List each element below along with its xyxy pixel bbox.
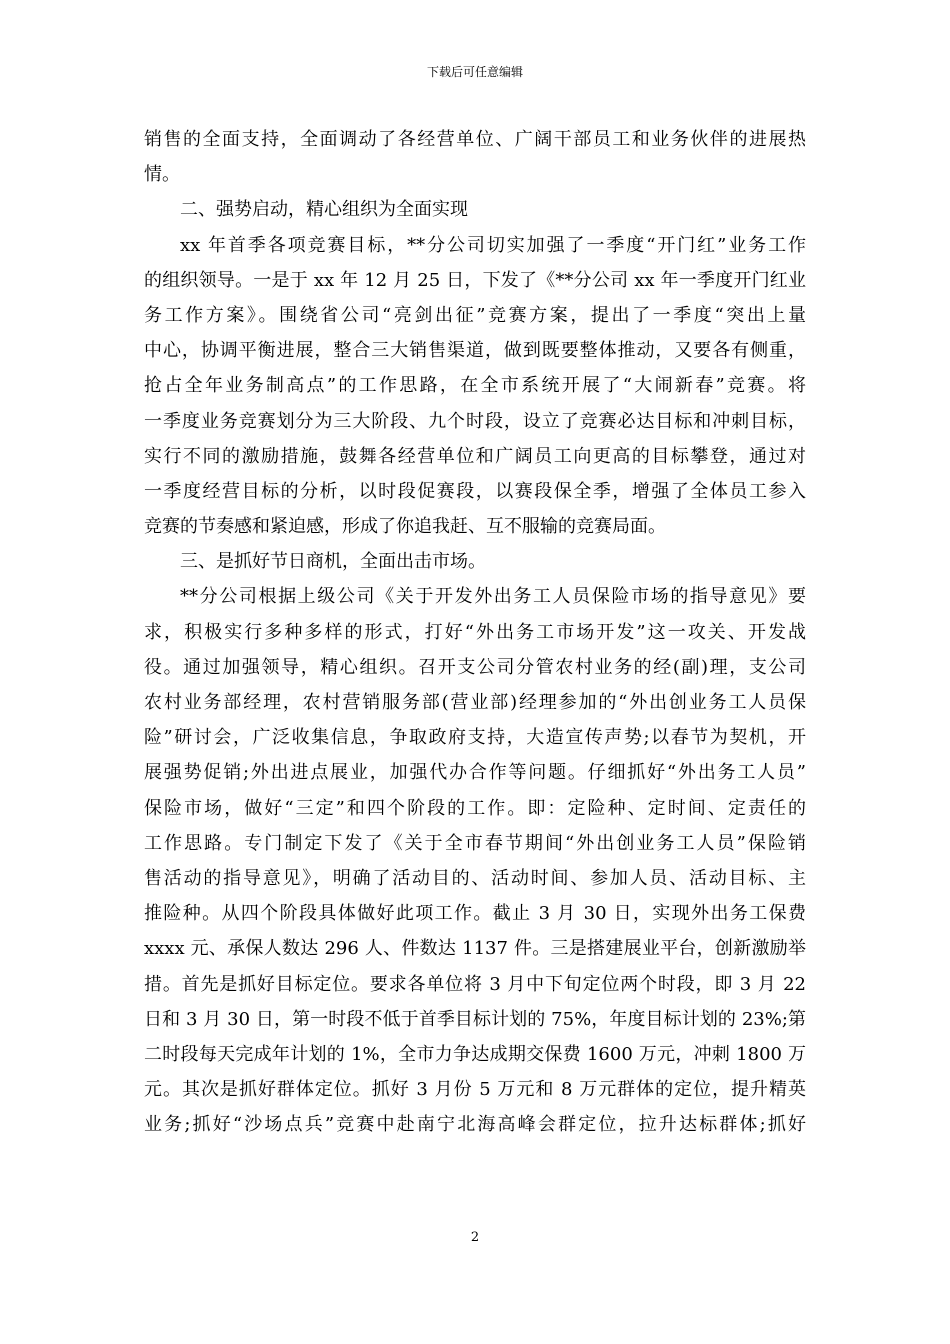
body-line: 元。其次是抓好群体定位。抓好 3 月份 5 万元和 8 万元群体的定位，提升精英 (144, 1079, 806, 1101)
body-line: 二时段每天完成年计划的 1%，全市力争达成期交保费 1600 万元，冲刺 1800 万 (144, 1043, 806, 1065)
body-line: 推险种。从四个阶段具体做好此项工作。截止 3 月 30 日，实现外出务工保费 (144, 903, 806, 925)
body-line: 情。 (144, 164, 180, 186)
body-line: xxxx 元、承保人数达 296 人、件数达 1137 件。三是搭建展业平台，创新激励举 (144, 938, 806, 960)
body-line: 售活动的指导意见》，明确了活动目的、活动时间、参加人员、活动目标、主 (144, 867, 806, 889)
body-line: 务工作方案》。围绕省公司“亮剑出征”竞赛方案，提出了一季度“突出上量 (144, 304, 806, 326)
body-line: 一季度业务竞赛划分为三大阶段、九个时段，设立了竞赛必达目标和冲刺目标， (144, 410, 806, 432)
body-line: 险”研讨会，广泛收集信息，争取政府支持，大造宣传声势;以春节为契机，开 (144, 727, 806, 749)
body-line: 实行不同的激励措施，鼓舞各经营单位和广阔员工向更高的目标攀登，通过对 (144, 445, 806, 467)
body-line: xx 年首季各项竞赛目标，**分公司切实加强了一季度“开门红”业务工作 (180, 234, 806, 256)
section-heading: 三、是抓好节日商机，全面出击市场。 (180, 551, 486, 573)
page-number: 2 (470, 1230, 480, 1245)
body-line: 展强势促销;外出进点展业，加强代办合作等问题。仔细抓好“外出务工人员” (144, 762, 806, 784)
body-line: 销售的全面支持，全面调动了各经营单位、广阔干部员工和业务伙伴的进展热 (144, 129, 806, 150)
body-line: 措。首先是抓好目标定位。要求各单位将 3 月中下旬定位两个时段，即 3 月 22 (144, 973, 806, 995)
body-line: 役。通过加强领导，精心组织。召开支公司分管农村业务的经(副)理，支公司 (144, 656, 806, 678)
body-line: **分公司根据上级公司《关于开发外出务工人员保险市场的指导意见》要 (180, 586, 806, 608)
body-line: 求，积极实行多种多样的形式，打好“外出务工市场开发”这一攻关、开发战 (144, 621, 806, 643)
body-line: 工作思路。专门制定下发了《关于全市春节期间“外出创业务工人员”保险销 (144, 832, 806, 854)
section-heading: 二、强势启动，精心组织为全面实现 (180, 199, 468, 221)
body-line: 抢占全年业务制高点”的工作思路，在全市系统开展了“大闹新春”竞赛。将 (144, 375, 806, 397)
body-line: 的组织领导。一是于 xx 年 12 月 25 日，下发了《**分公司 xx 年一季度开门红业 (144, 269, 806, 291)
page-header: 下载后可任意编辑 (426, 65, 523, 79)
body-line: 保险市场，做好“三定”和四个阶段的工作。即：定险种、定时间、定责任的 (144, 797, 806, 819)
body-line: 中心，协调平衡进展，整合三大销售渠道，做到既要整体推动，又要各有侧重， (144, 340, 806, 362)
body-line: 业务;抓好“沙场点兵”竞赛中赴南宁北海高峰会群定位，拉升达标群体;抓好 (144, 1114, 806, 1136)
body-line: 一季度经营目标的分析，以时段促赛段，以赛段保全季，增强了全体员工参入 (144, 480, 806, 502)
body-line: 农村业务部经理，农村营销服务部(营业部)经理参加的“外出创业务工人员保 (144, 692, 806, 713)
body-line: 日和 3 月 30 日，第一时段不低于首季目标计划的 75%，年度目标计划的 23%;第 (144, 1008, 806, 1030)
document-body (144, 122, 806, 1142)
body-line: 竞赛的节奏感和紧迫感，形成了你追我赶、互不服输的竞赛局面。 (144, 516, 666, 538)
